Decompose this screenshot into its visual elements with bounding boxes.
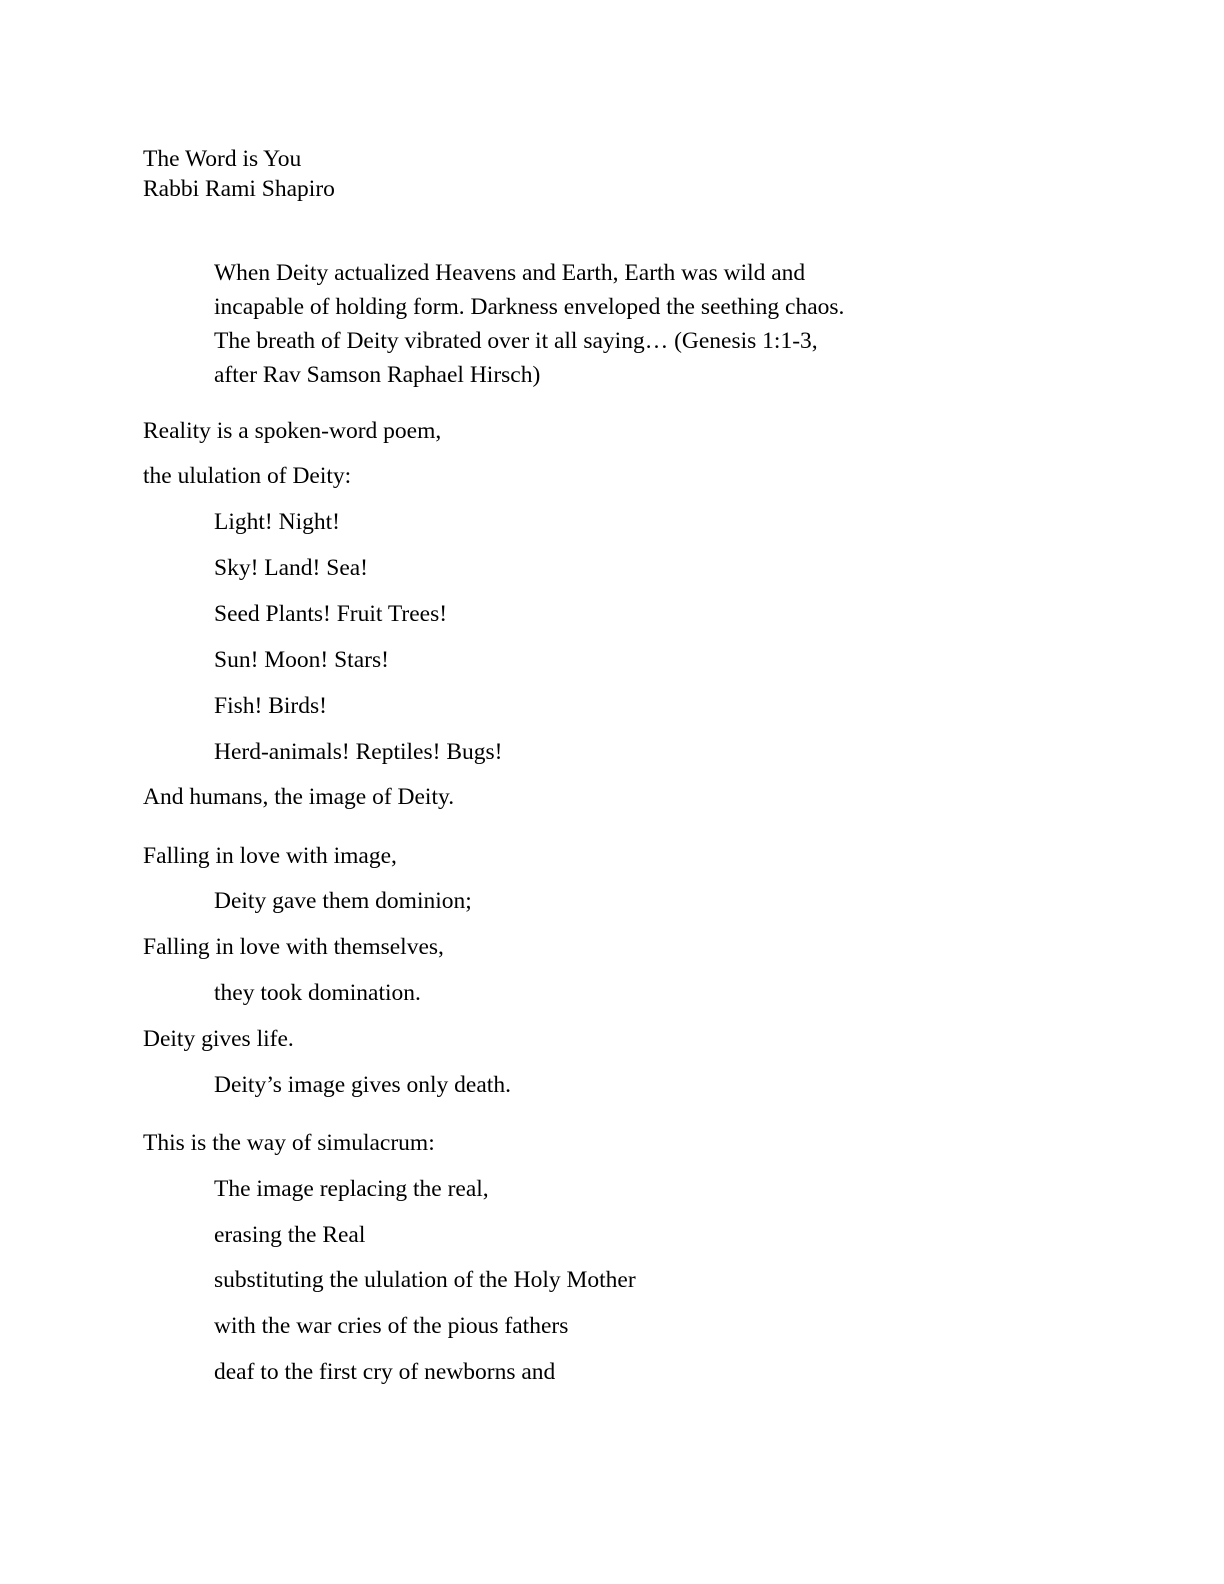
poem-line: they took domination. bbox=[214, 980, 421, 1006]
poem-line: Fish! Birds! bbox=[214, 693, 327, 719]
epigraph-line: The breath of Deity vibrated over it all saying… (Genesis 1:1-3, bbox=[214, 328, 818, 354]
poem-line: Deity gave them dominion; bbox=[214, 888, 472, 914]
poem-line: Light! Night! bbox=[214, 509, 340, 535]
epigraph bbox=[214, 256, 874, 392]
poem-line: erasing the Real bbox=[214, 1222, 366, 1248]
poem-line: Falling in love with themselves, bbox=[143, 934, 444, 960]
poem-line: And humans, the image of Deity. bbox=[143, 784, 455, 810]
poem-line: Sky! Land! Sea! bbox=[214, 555, 369, 581]
document-author: Rabbi Rami Shapiro bbox=[143, 176, 335, 202]
poem-line: substituting the ululation of the Holy Mother bbox=[214, 1267, 636, 1293]
epigraph-line: When Deity actualized Heavens and Earth, Earth was wild and bbox=[214, 260, 806, 286]
poem-line: deaf to the first cry of newborns and bbox=[214, 1359, 556, 1385]
epigraph-line: after Rav Samson Raphael Hirsch) bbox=[214, 362, 541, 388]
poem-line: Deity gives life. bbox=[143, 1026, 294, 1052]
poem-line: the ululation of Deity: bbox=[143, 463, 352, 489]
poem-line: Seed Plants! Fruit Trees! bbox=[214, 601, 448, 627]
poem-line: Herd-animals! Reptiles! Bugs! bbox=[214, 739, 503, 765]
poem-line: Deity’s image gives only death. bbox=[214, 1072, 511, 1098]
poem-line: Sun! Moon! Stars! bbox=[214, 647, 389, 673]
poem-line: with the war cries of the pious fathers bbox=[214, 1313, 569, 1339]
poem-line: This is the way of simulacrum: bbox=[143, 1130, 435, 1156]
document-title: The Word is You bbox=[143, 146, 302, 172]
poem-line: The image replacing the real, bbox=[214, 1176, 489, 1202]
poem-line: Falling in love with image, bbox=[143, 843, 397, 869]
poem-line: Reality is a spoken-word poem, bbox=[143, 418, 442, 444]
epigraph-line: incapable of holding form. Darkness enveloped the seething chaos. bbox=[214, 294, 845, 320]
